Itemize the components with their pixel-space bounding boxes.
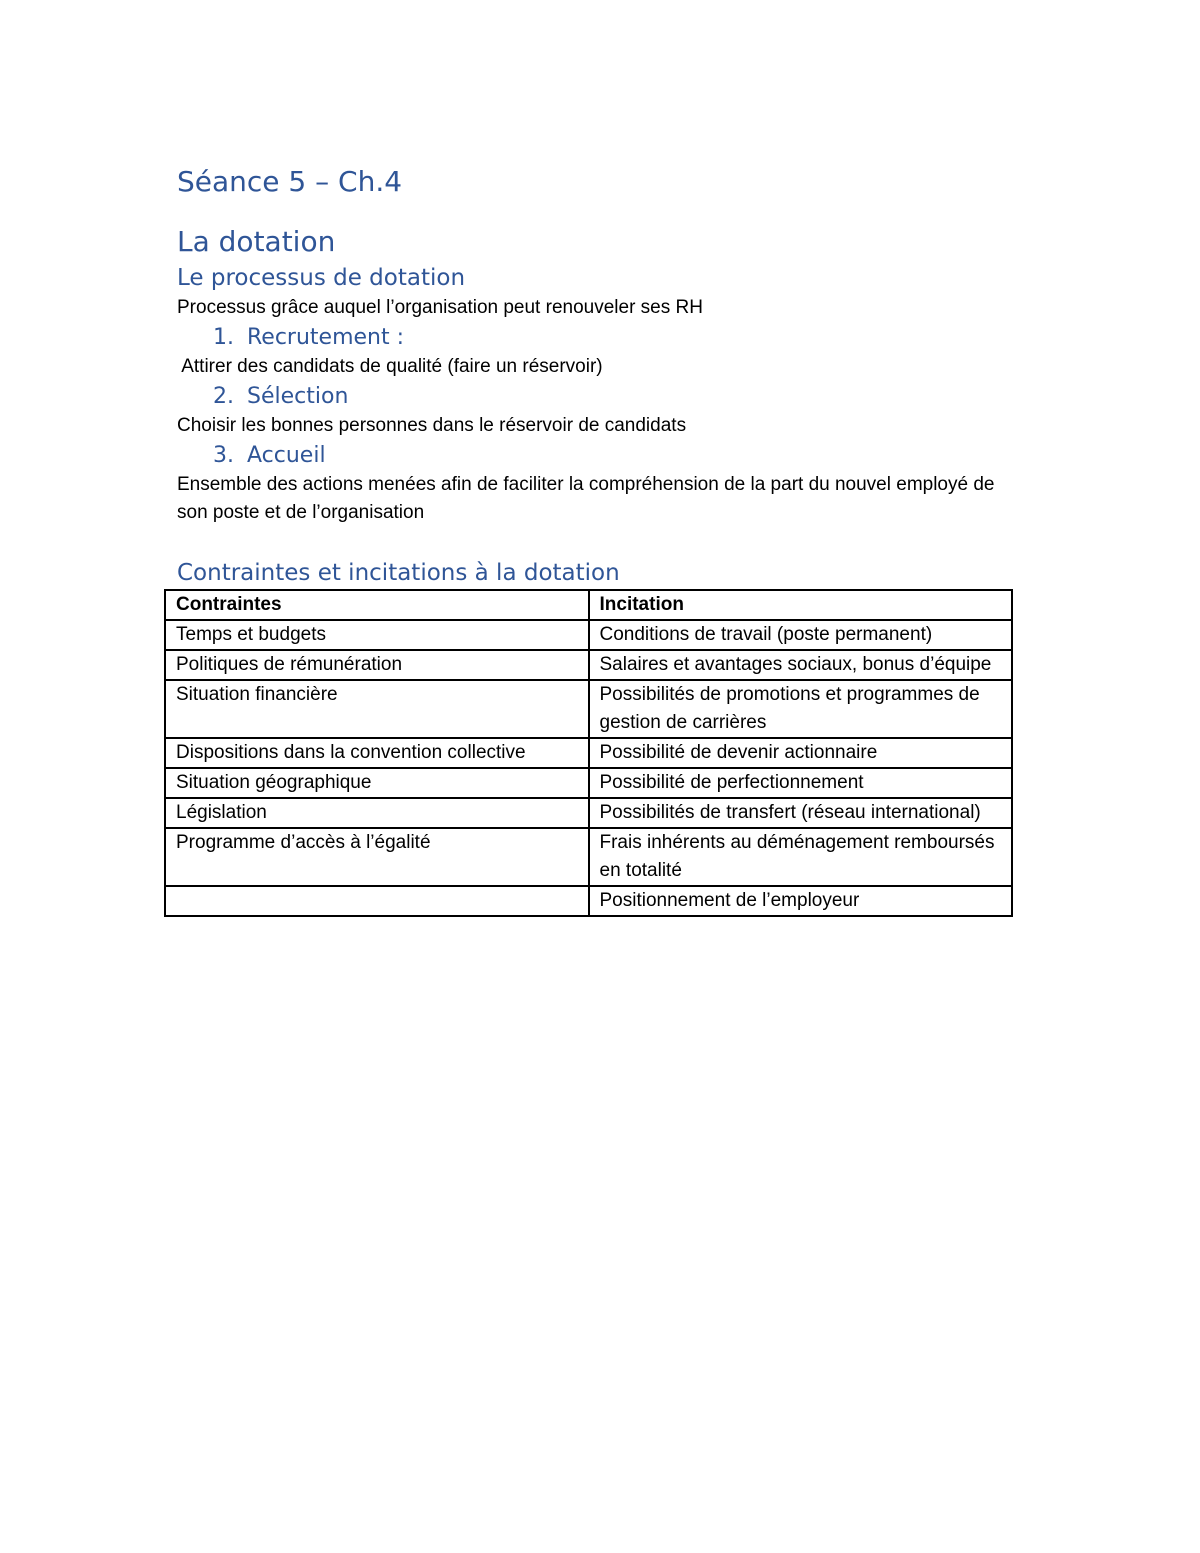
table-cell-contrainte: Situation géographique — [165, 768, 589, 798]
table-cell-incitation: Possibilités de transfert (réseau international) — [589, 798, 1013, 828]
list-item-recrutement — [177, 322, 1013, 353]
document-title: Séance 5 – Ch.4 — [177, 165, 403, 198]
heading-processus-dotation: Le processus de dotation — [177, 265, 466, 291]
accueil-text: Ensemble des actions menées afin de faciliter la compréhension de la part du nouvel employé de son poste et de l’organisation — [177, 474, 995, 523]
table-cell-incitation: Conditions de travail (poste permanent) — [589, 620, 1013, 650]
list-label: Accueil — [247, 443, 326, 468]
table-cell-contrainte: Temps et budgets — [165, 620, 589, 650]
list-number: 1. — [213, 325, 234, 350]
list-number: 2. — [213, 384, 234, 409]
selection-text: Choisir les bonnes personnes dans le réservoir de candidats — [177, 415, 687, 436]
table-row — [165, 828, 1012, 886]
table-cell-contrainte: Législation — [165, 798, 589, 828]
list-label: Sélection — [247, 384, 349, 409]
table-row — [165, 650, 1012, 680]
table-row — [165, 738, 1012, 768]
table-cell-contrainte: Dispositions dans la convention collective — [165, 738, 589, 768]
column-header-incitation: Incitation — [589, 590, 1013, 620]
table-cell-contrainte: Politiques de rémunération — [165, 650, 589, 680]
table-row — [165, 620, 1012, 650]
heading-contraintes-incitations: Contraintes et incitations à la dotation — [177, 560, 620, 586]
constraints-table — [164, 589, 1013, 917]
table-header-row — [165, 590, 1012, 620]
table-row — [165, 886, 1012, 916]
table-row — [165, 768, 1012, 798]
table-cell-incitation: Frais inhérents au déménagement remboursés en totalité — [589, 828, 1013, 886]
table-cell-incitation: Salaires et avantages sociaux, bonus d’équipe — [589, 650, 1013, 680]
recrutement-text: Attirer des candidats de qualité (faire un réservoir) — [177, 356, 603, 377]
column-header-contraintes: Contraintes — [165, 590, 589, 620]
table-row — [165, 798, 1012, 828]
table-cell-incitation: Positionnement de l’employeur — [589, 886, 1013, 916]
processus-intro: Processus grâce auquel l’organisation peut renouveler ses RH — [177, 297, 703, 318]
table-row — [165, 680, 1012, 738]
table-cell-incitation: Possibilité de devenir actionnaire — [589, 738, 1013, 768]
table-cell-incitation: Possibilité de perfectionnement — [589, 768, 1013, 798]
document-page — [177, 162, 1013, 917]
table-cell-contrainte: Programme d’accès à l’égalité — [165, 828, 589, 886]
heading-la-dotation: La dotation — [177, 225, 336, 258]
list-number: 3. — [213, 443, 234, 468]
list-label: Recrutement : — [247, 325, 405, 350]
list-item-selection — [177, 381, 1013, 412]
list-item-accueil — [177, 440, 1013, 471]
table-cell-incitation: Possibilités de promotions et programmes de gestion de carrières — [589, 680, 1013, 738]
table-cell-contrainte — [165, 886, 589, 916]
table-cell-contrainte: Situation financière — [165, 680, 589, 738]
